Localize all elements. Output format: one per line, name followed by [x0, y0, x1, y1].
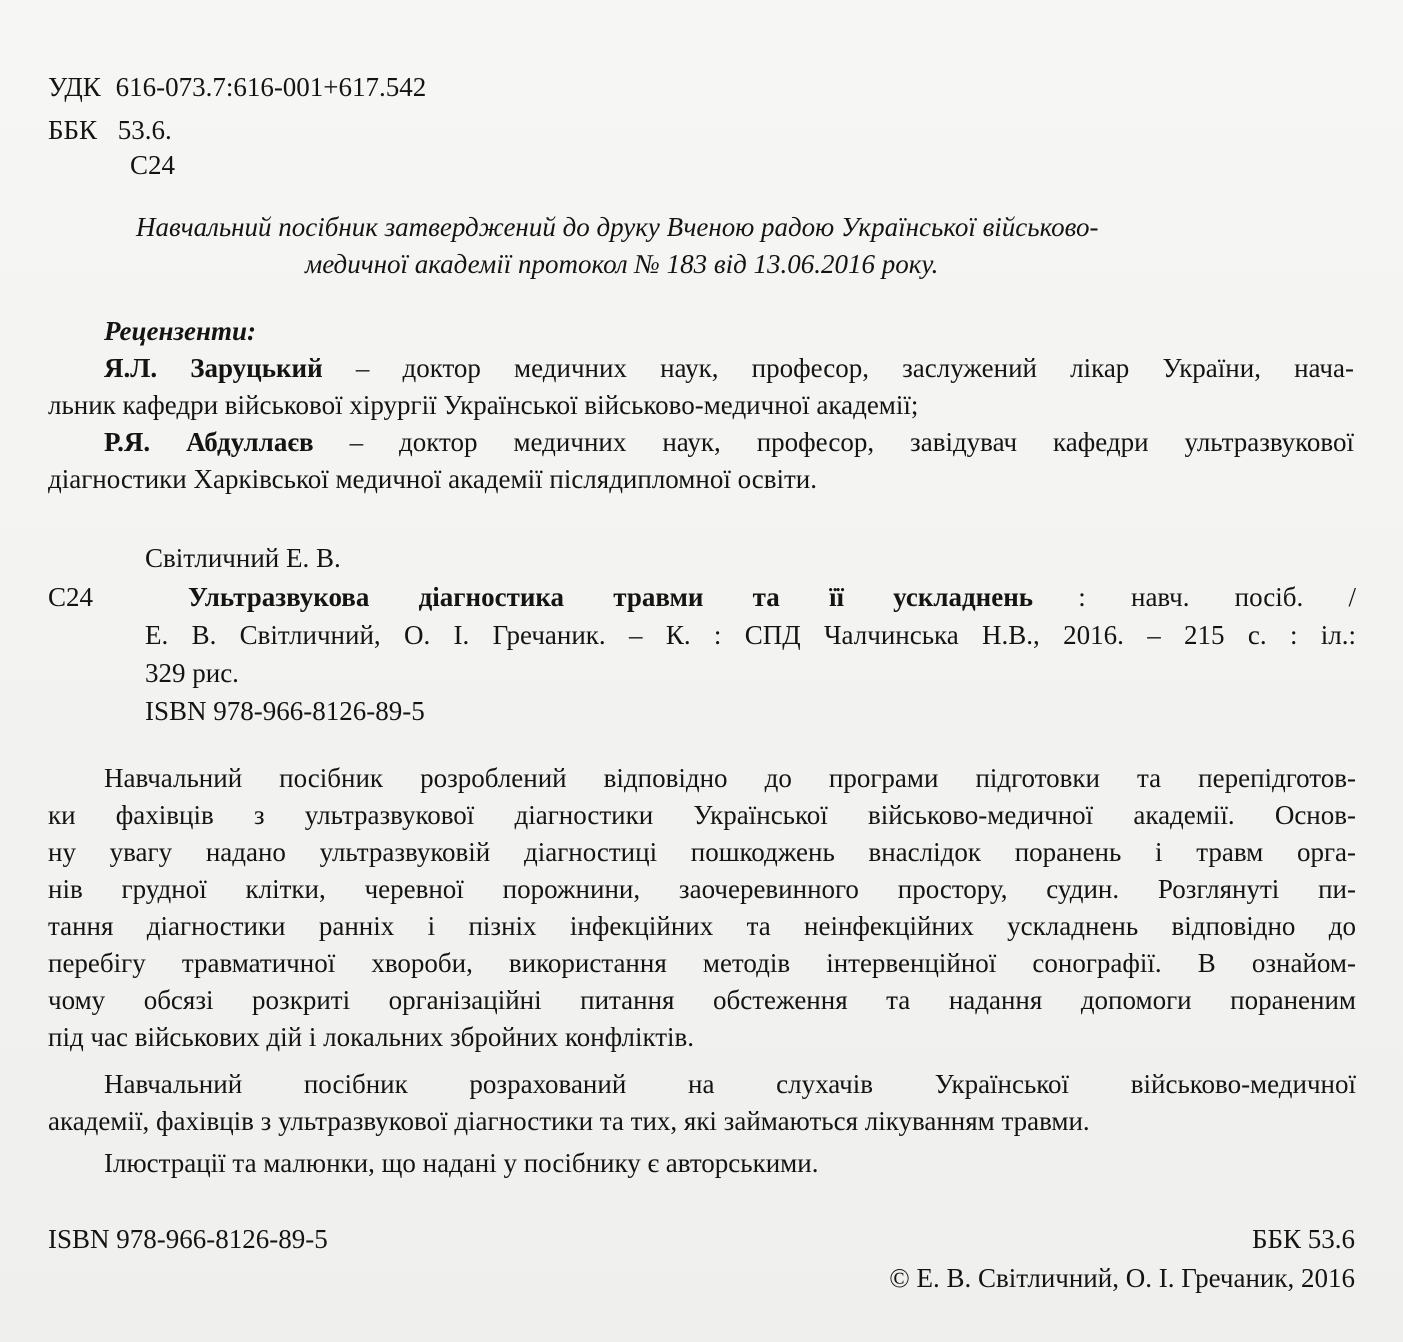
udk-label: УДК [48, 72, 101, 102]
reviewer-2-line-2: діагностики Харківської медичної академії післядипломної освіти. [48, 464, 817, 494]
reviewer-1-line-2: льник кафедри військової хірургії Української військово-медичної академії; [48, 390, 919, 420]
udk-line [48, 70, 426, 104]
approval-line-2: медичної академії протокол № 183 від 13.06.2016 року. [305, 249, 939, 279]
annotation-p1-line-5: тання діагностики ранніх і пізніх інфекційних та неінфекційних ускладнень відповідно до [48, 911, 1356, 941]
annotation-p1-line-2: ки фахівців з ультразвукової діагностики Української військово-медичної академії. Основ- [48, 800, 1356, 830]
annotation-p1-line-3: ну увагу надано ультразвуковій діагностиці пошкоджень внаслідок поранень і травм орга- [48, 837, 1356, 867]
author-mark: С24 [130, 150, 176, 180]
catalog-author: Світличний Е. В. [145, 543, 341, 573]
udk-value: 616-073.7:616-001+617.542 [115, 72, 427, 102]
catalog-mark: С24 [48, 582, 94, 612]
reviewer-1-name: Я.Л. Заруцький [104, 353, 323, 383]
reviewer-1-line-1 [104, 351, 1354, 385]
annotation-p1-line-1: Навчальний посібник розроблений відповідно до програми підготовки та перепідготов- [104, 763, 1356, 793]
catalog-title: Ультразвукова діагностика травми та її ускладнень [188, 582, 1034, 612]
annotation-p1-last: під час військових дій і локальних збройних конфліктів. [48, 1022, 695, 1052]
approval-line-1: Навчальний посібник затверджений до друку Вченою радою Української військово- [136, 212, 1099, 242]
reviewers-heading: Рецензенти: [104, 316, 257, 346]
catalog-title-rest: : навч. посіб. / [1033, 582, 1356, 612]
annotation-p3: Ілюстрації та малюнки, що надані у посібнику є авторськими. [104, 1148, 819, 1178]
catalog-line-2: Е. В. Світличний, О. І. Гречаник. – К. : СПД Чалчинська Н.В., 2016. – 215 с. : іл.: [145, 620, 1356, 650]
footer-isbn: ISBN 978-966-8126-89-5 [48, 1224, 328, 1254]
catalog-isbn: ISBN 978-966-8126-89-5 [145, 696, 425, 726]
bbk-line [48, 113, 172, 147]
annotation-p1-line-7: чому обсязі розкриті організаційні питання обстеження та надання допомоги пораненим [48, 985, 1356, 1015]
bbk-value: 53.6. [117, 115, 172, 145]
annotation-p2-line-2: академії, фахівців з ультразвукової діагностики та тих, які займаються лікуванням травми. [48, 1106, 1090, 1136]
footer-copyright: © Е. В. Світличний, О. І. Гречаник, 2016 [889, 1263, 1355, 1293]
bbk-label: ББК [48, 115, 98, 145]
reviewer-1-desc: – доктор медичних наук, професор, заслужений лікар України, нача- [322, 353, 1354, 383]
footer-bbk: ББК 53.6 [1251, 1224, 1355, 1254]
annotation-p1-line-6: перебігу травматичної хвороби, використання методів інтервенційної сонографії. В ознайом- [48, 948, 1356, 978]
catalog-line-3: 329 рис. [145, 658, 239, 688]
reviewer-2-line-1 [104, 425, 1354, 459]
annotation-p1-line-4: нів грудної клітки, черевної порожнини, заочеревинного простору, судин. Розглянуті пи- [48, 874, 1356, 904]
reviewer-2-name: Р.Я. Абдуллаєв [104, 427, 314, 457]
annotation-p2-line-1: Навчальний посібник розрахований на слухачів Української військово-медичної [104, 1069, 1356, 1099]
reviewer-2-desc: – доктор медичних наук, професор, завідувач кафедри ультразвукової [313, 427, 1354, 457]
catalog-title-line [188, 580, 1356, 614]
